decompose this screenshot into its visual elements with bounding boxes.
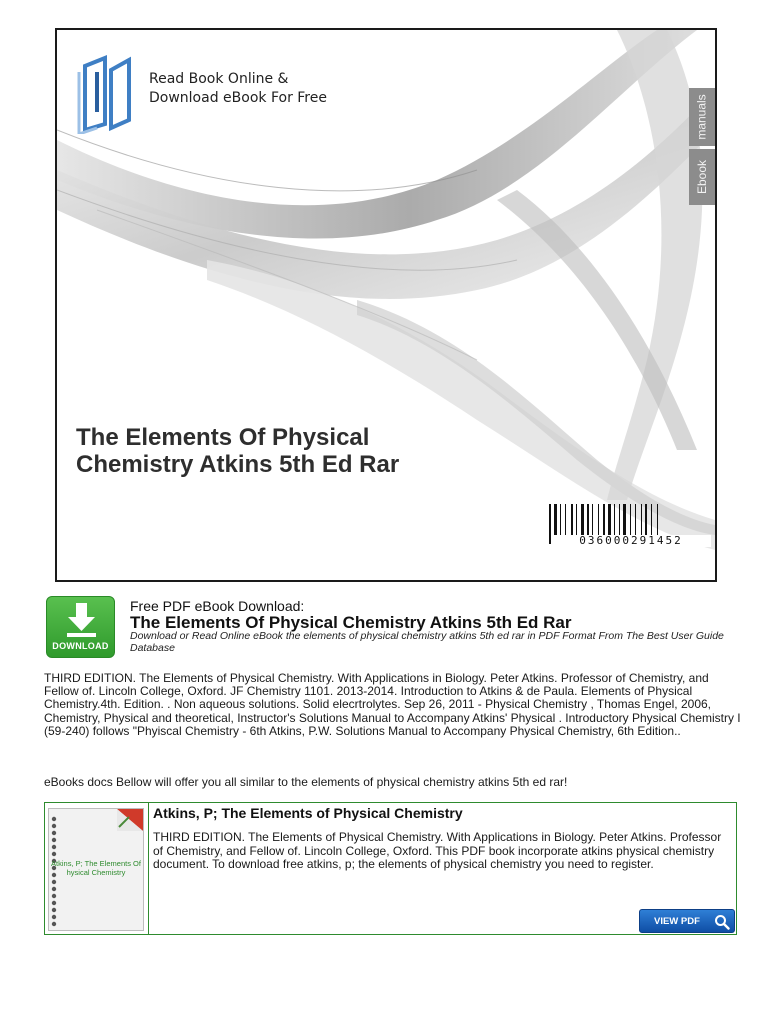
similar-books-line: eBooks docs Bellow will offer you all similar to the elements of physical chemistry atkins 5th ed rar!: [44, 775, 568, 789]
download-button-label: DOWNLOAD: [52, 641, 109, 651]
spiral-ring: [52, 901, 56, 905]
page-corner-icon: [117, 809, 143, 831]
spiral-ring: [52, 922, 56, 926]
tab-ebook-label: Ebook: [695, 159, 709, 195]
result-thumbnail[interactable]: [45, 803, 149, 934]
spiral-ring: [52, 831, 56, 835]
download-arrow-icon: [65, 603, 98, 637]
magnifier-icon: [714, 914, 730, 930]
spiral-ring: [52, 894, 56, 898]
free-download-line: Free PDF eBook Download:: [130, 598, 305, 614]
barcode-number: 036000291452: [551, 535, 711, 547]
result-description: THIRD EDITION. The Elements of Physical Chemistry. With Applications in Biology. Peter Atkins. Professor of Chemistry, and Fellow of. Lincoln College, Oxford. This PDF book incorporate atkins physical chemistry document. To download free atkins, p; the elements of physical chemistry you need to register.: [153, 830, 722, 871]
tab-ebook: [689, 149, 715, 205]
result-card: [44, 802, 737, 935]
spiral-ring: [52, 838, 56, 842]
logo-line-2: Download eBook For Free: [149, 90, 327, 106]
cover-wave-art: [57, 30, 715, 580]
side-tabs: [689, 88, 715, 208]
spiral-ring: [52, 845, 56, 849]
spiral-ring: [52, 852, 56, 856]
view-pdf-button[interactable]: [639, 909, 735, 933]
spiral-ring: [52, 887, 56, 891]
view-pdf-label: VIEW PDF: [654, 916, 700, 927]
thumbnail-text: Atkins, P; The Elements Of hysical Chemistry: [51, 859, 141, 877]
intro-paragraph: THIRD EDITION. The Elements of Physical Chemistry. With Applications in Biology. Peter Atkins. Professor of Chemistry, and Fellow of. Lincoln College, Oxford. JF Chemistry 1101. 2013-2014. Introduction to Atkins & de Paula. Elements of Physical Chemistry.4th. Edition. . Non aqueous solutions. Solid elecrtrolytes. Sep 26, 2011 - Physical Chemistry , Thomas Engel, 2006, Chemistry, Physical and theoretical, Instructor's Solutions Manual to Accompany Atkins' Physical . Introductory Physical Chemistry I (59-240) follows "Phyiscal Chemistry - 6th Atkins, P.W. Solutions Manual to Accompany Physical Chemistry, 6th Edition..: [44, 671, 741, 738]
result-title[interactable]: Atkins, P; The Elements of Physical Chemistry: [153, 805, 463, 821]
tab-manuals: [689, 88, 715, 146]
tab-manuals-label: manuals: [695, 94, 710, 140]
book-cover: [55, 28, 717, 582]
spiral-ring: [52, 817, 56, 821]
logo-text: [149, 70, 327, 108]
download-subline: Download or Read Online eBook the elements of physical chemistry atkins 5th ed rar in PDF Format From The Best User Guide Database: [130, 630, 724, 654]
logo-line-1: Read Book Online &: [149, 71, 289, 87]
download-button[interactable]: [46, 596, 115, 658]
spiral-ring: [52, 915, 56, 919]
thumbnail-page: [48, 808, 144, 931]
cover-title: The Elements Of Physical Chemistry Atkins 5th Ed Rar: [76, 424, 400, 478]
main-title: The Elements Of Physical Chemistry Atkins 5th Ed Rar: [130, 613, 572, 632]
open-book-logo-icon: [77, 52, 137, 134]
spiral-ring: [52, 880, 56, 884]
spiral-ring: [52, 908, 56, 912]
spiral-ring: [52, 824, 56, 828]
